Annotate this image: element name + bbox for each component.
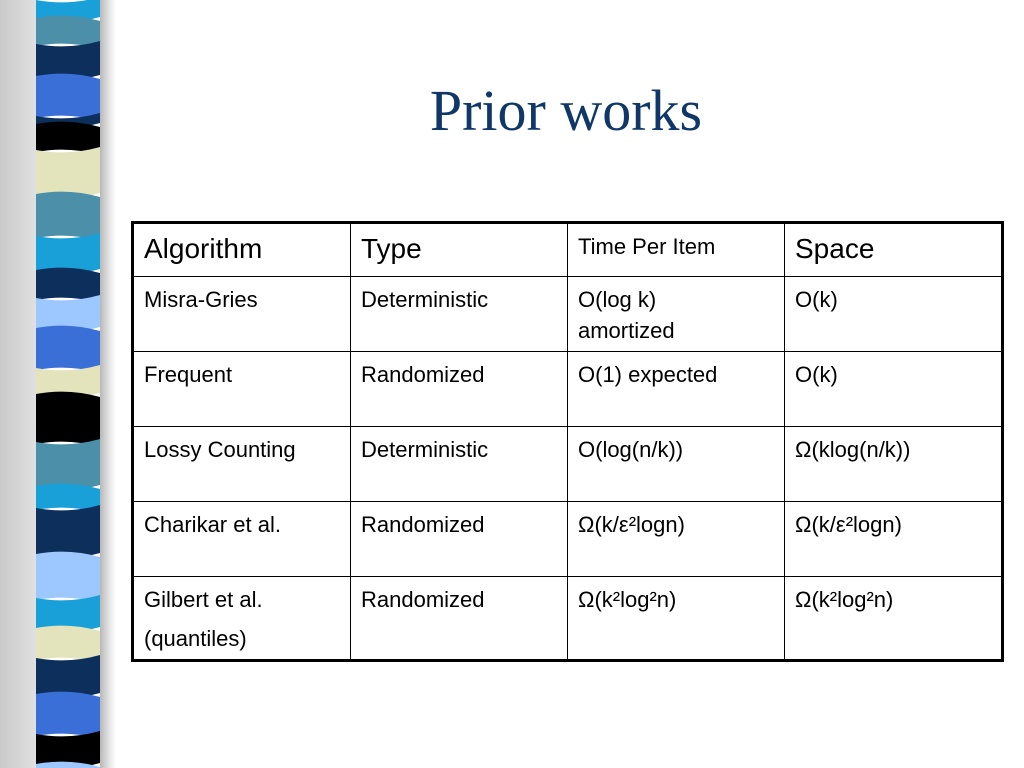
strip-band — [36, 147, 100, 198]
cell-algorithm — [133, 577, 351, 661]
cell-space: Ω(k²log²n) — [785, 577, 1003, 661]
strip-band — [36, 552, 100, 603]
strip-band — [36, 505, 100, 558]
cell-algorithm-text: Misra-Gries — [144, 287, 258, 312]
cell-algorithm-text-line2: (quantiles) — [144, 625, 247, 651]
strip-band — [36, 326, 100, 373]
slide-title: Prior works — [429, 78, 703, 143]
cell-type: Deterministic — [351, 427, 568, 502]
header-space: Space — [785, 223, 1003, 277]
strip-bands — [0, 0, 118, 768]
cell-time: O(1) expected — [568, 352, 785, 427]
table-row — [133, 577, 1003, 661]
table-row — [133, 427, 1003, 502]
cell-type: Deterministic — [351, 277, 568, 352]
cell-algorithm: Lossy Counting — [133, 427, 351, 502]
cell-type: Randomized — [351, 577, 568, 661]
cell-space: Ω(k/ε²logn) — [785, 502, 1003, 577]
cell-space: O(k) — [785, 277, 1003, 352]
strip-band — [36, 74, 100, 121]
table-row — [133, 502, 1003, 577]
cell-time: Ω(k²log²n) — [568, 577, 785, 661]
cell-algorithm — [133, 277, 351, 352]
table-header-row — [133, 223, 1003, 277]
strip-band — [36, 392, 100, 447]
strip-band — [36, 692, 100, 739]
cell-space: Ω(klog(n/k)) — [785, 427, 1003, 502]
cell-time-text: O(log k) — [578, 287, 657, 312]
cell-algorithm-text: Gilbert et al. — [144, 587, 263, 612]
table-row — [133, 277, 1003, 352]
prior-works-table — [131, 221, 1004, 662]
cell-space: O(k) — [785, 352, 1003, 427]
decorative-color-strip — [0, 0, 118, 768]
cell-time: Ω(k/ε²logn) — [568, 502, 785, 577]
cell-algorithm: Frequent — [133, 352, 351, 427]
cell-type: Randomized — [351, 352, 568, 427]
header-time-per-item: Time Per Item — [568, 223, 785, 277]
strip-band — [36, 439, 100, 490]
cell-time-text-line2: amortized — [578, 317, 675, 343]
header-type: Type — [351, 223, 568, 277]
table-row — [133, 352, 1003, 427]
cell-time: O(log(n/k)) — [568, 427, 785, 502]
cell-time — [568, 277, 785, 352]
cell-algorithm: Charikar et al. — [133, 502, 351, 577]
cell-type: Randomized — [351, 502, 568, 577]
header-algorithm: Algorithm — [133, 223, 351, 277]
strip-band — [36, 192, 100, 241]
